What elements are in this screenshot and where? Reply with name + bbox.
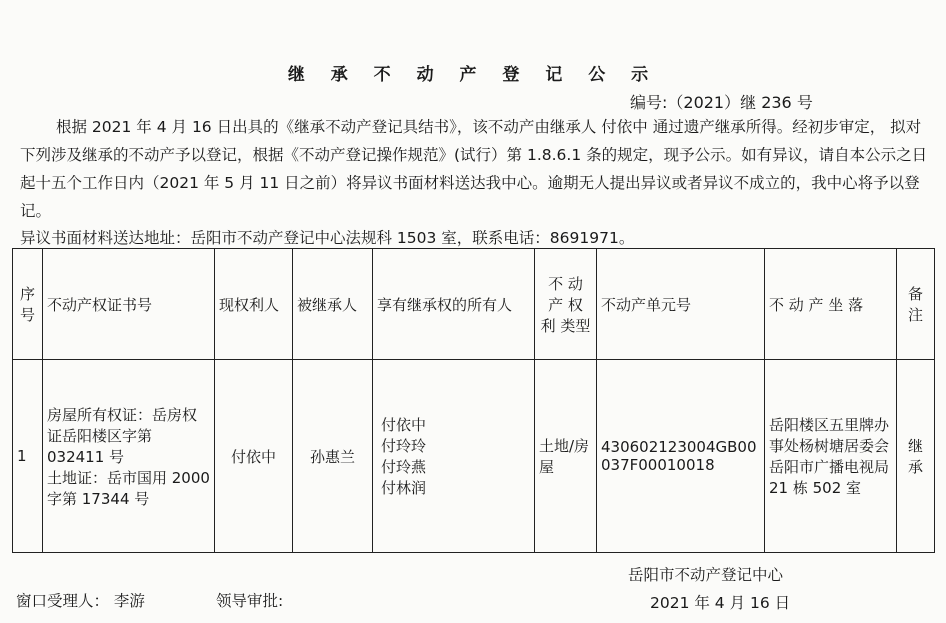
header-cert: 不动产权证书号 xyxy=(43,249,215,360)
cell-cert xyxy=(43,360,215,553)
cell-remark: 继承 xyxy=(897,360,935,553)
heir-name: 付玲燕 xyxy=(381,458,427,476)
header-seq: 序号 xyxy=(13,249,43,360)
header-decedent: 被继承人 xyxy=(293,249,373,360)
cert-house: 房屋所有权证：岳房权证岳阳楼区字第 032411 号 xyxy=(47,405,198,466)
issuing-center: 岳阳市不动产登记中心 xyxy=(628,566,784,584)
cell-seq: 1 xyxy=(13,360,43,553)
heir-name: 付林润 xyxy=(381,479,427,497)
header-right-type: 不 动 产 权 利 类型 xyxy=(535,249,597,360)
header-remark: 备注 xyxy=(897,249,935,360)
document-number: 编号:（2021）继 236 号 xyxy=(630,93,813,112)
heir-name: 付依中 xyxy=(381,416,427,434)
table-header-row xyxy=(13,249,935,360)
header-location: 不 动 产 坐 落 xyxy=(765,249,897,360)
notice-title: 继 承 不 动 产 登 记 公 示 xyxy=(287,65,659,85)
window-receiver: 窗口受理人： 李游 xyxy=(16,592,145,610)
header-owner: 现权利人 xyxy=(215,249,293,360)
objection-address: 异议书面材料送达地址：岳阳市不动产登记中心法规科 1503 室，联系电话：8691971。 xyxy=(20,229,635,247)
cert-land: 土地证：岳市国用 2000 字第 17344 号 xyxy=(47,468,210,508)
cell-decedent: 孙惠兰 xyxy=(293,360,373,553)
cell-location: 岳阳楼区五里牌办事处杨树塘居委会岳阳市广播电视局 21 栋 502 室 xyxy=(765,360,897,553)
cell-heirs xyxy=(373,360,535,553)
cell-owner: 付依中 xyxy=(215,360,293,553)
registration-table xyxy=(12,248,935,553)
header-unit-no: 不动产单元号 xyxy=(597,249,765,360)
issue-date: 2021 年 4 月 16 日 xyxy=(650,594,791,612)
cell-unit-no: 430602123004GB00037F00010018 xyxy=(597,360,765,553)
cell-right-type: 土地/房屋 xyxy=(535,360,597,553)
leader-approval: 领导审批: xyxy=(216,592,284,610)
notice-body: 根据 2021 年 4 月 16 日出具的《继承不动产登记具结书》，该不动产由继承人 付依中 通过遗产继承所得。经初步审定， 拟对下列涉及继承的不动产予以登记，根据《不动产登记操作规范》(试行）第 1.8.6.1 条的规定，现予公示。如有异议，请自本公示之日起十五个工作日内（2021 年 5 月 11 日之前）将异议书面材料送达我中心。逾期无人提出异议或者异议不成立的，我中心将予以登记。 xyxy=(20,118,928,220)
table-row xyxy=(13,360,935,553)
header-heirs: 享有继承权的所有人 xyxy=(373,249,535,360)
heir-name: 付玲玲 xyxy=(381,437,427,455)
